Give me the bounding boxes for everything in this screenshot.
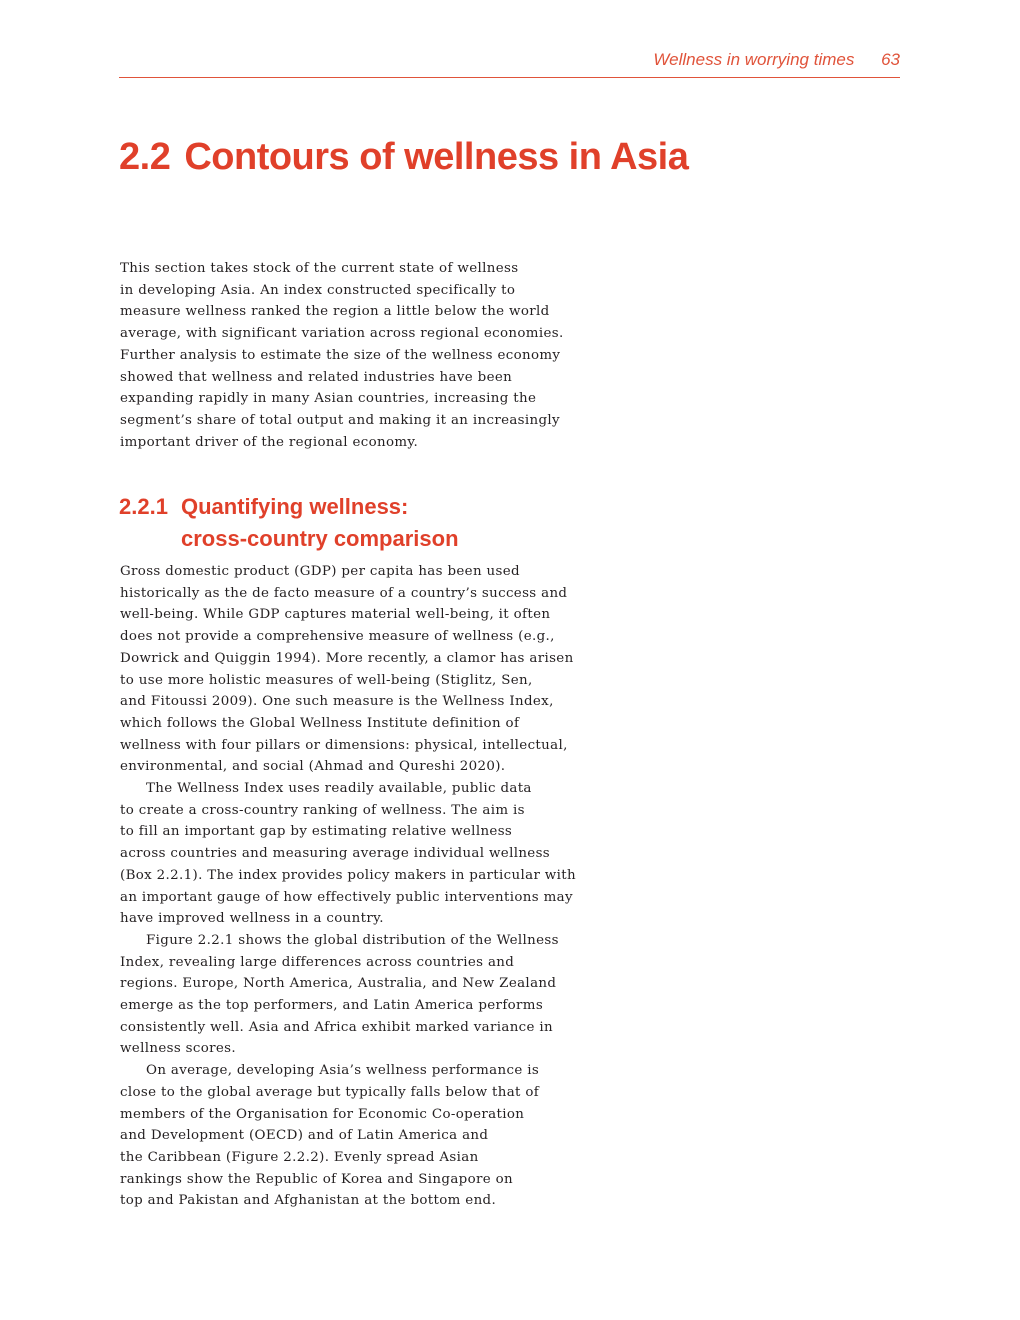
text-line: Further analysis to estimate the size of the wellness economy <box>120 347 561 363</box>
text-line: Dowrick and Quiggin 1994). More recently, a clamor has arisen <box>120 650 574 666</box>
page-number: 63 <box>881 50 900 69</box>
section-title-line-2: cross-country comparison <box>181 526 459 551</box>
text-line: The Wellness Index uses readily available, public data <box>146 781 532 797</box>
chapter-title-text: Contours of wellness in Asia <box>184 136 689 178</box>
text-line: consistently well. Asia and Africa exhibit marked variance in <box>120 1019 554 1035</box>
text-line: historically as the de facto measure of a country’s success and <box>120 585 568 601</box>
text-line: Figure 2.2.1 shows the global distribution of the Wellness <box>146 932 559 948</box>
text-line: have improved wellness in a country. <box>120 911 384 927</box>
text-line: emerge as the top performers, and Latin America performs <box>120 998 544 1014</box>
text-line: Index, revealing large differences across countries and <box>120 954 515 970</box>
text-line: regions. Europe, North America, Australia, and New Zealand <box>120 976 557 992</box>
text-line: to fill an important gap by estimating relative wellness <box>120 824 513 840</box>
text-line: segment’s share of total output and making it an increasingly <box>120 412 560 428</box>
text-line: rankings show the Republic of Korea and Singapore on <box>120 1171 514 1187</box>
text-line: Gross domestic product (GDP) per capita has been used <box>120 564 520 579</box>
section-heading-line-1 <box>119 491 459 523</box>
text-line: and Fitoussi 2009). One such measure is the Wellness Index, <box>120 694 554 710</box>
text-line: measure wellness ranked the region a little below the world <box>120 304 550 320</box>
text-line: On average, developing Asia’s wellness performance is <box>146 1063 540 1079</box>
section-title-line-1: Quantifying wellness: <box>181 494 409 519</box>
running-header-title: Wellness in worrying times <box>653 50 855 69</box>
text-line: does not provide a comprehensive measure of wellness (e.g., <box>120 629 555 645</box>
running-header <box>119 50 900 78</box>
text-line: (Box 2.2.1). The index provides policy makers in particular with <box>120 867 576 883</box>
text-line: to create a cross-country ranking of wellness. The aim is <box>120 802 525 818</box>
text-line: wellness with four pillars or dimensions: physical, intellectual, <box>120 737 568 753</box>
text-line: across countries and measuring average individual wellness <box>120 846 551 862</box>
text-line: to use more holistic measures of well-being (Stiglitz, Sen, <box>120 672 533 688</box>
text-line: in developing Asia. An index constructed specifically to <box>120 282 516 298</box>
text-line: an important gauge of how effectively public interventions may <box>120 889 573 905</box>
body-text <box>120 561 600 1212</box>
text-line: the Caribbean (Figure 2.2.2). Evenly spread Asian <box>120 1149 479 1165</box>
text-line: This section takes stock of the current state of wellness <box>120 261 519 276</box>
text-line: expanding rapidly in many Asian countries, increasing the <box>120 391 537 407</box>
text-line: showed that wellness and related industries have been <box>120 369 513 385</box>
text-line: close to the global average but typically falls below that of <box>120 1084 540 1100</box>
chapter-number: 2.2 <box>119 136 171 178</box>
section-heading <box>119 491 459 555</box>
text-line: well-being. While GDP captures material well-being, it often <box>120 607 551 623</box>
text-line: and Development (OECD) and of Latin America and <box>120 1128 489 1144</box>
section-number: 2.2.1 <box>119 494 168 519</box>
intro-paragraph <box>120 258 600 453</box>
text-line: which follows the Global Wellness Institute definition of <box>120 715 520 731</box>
text-line: members of the Organisation for Economic Co-operation <box>120 1106 525 1122</box>
text-line: top and Pakistan and Afghanistan at the bottom end. <box>120 1193 497 1209</box>
chapter-title <box>119 136 688 179</box>
text-line: important driver of the regional economy. <box>120 434 419 450</box>
text-line: average, with significant variation across regional economies. <box>120 326 564 342</box>
text-line: wellness scores. <box>120 1041 236 1057</box>
text-line: environmental, and social (Ahmad and Qureshi 2020). <box>120 759 506 775</box>
